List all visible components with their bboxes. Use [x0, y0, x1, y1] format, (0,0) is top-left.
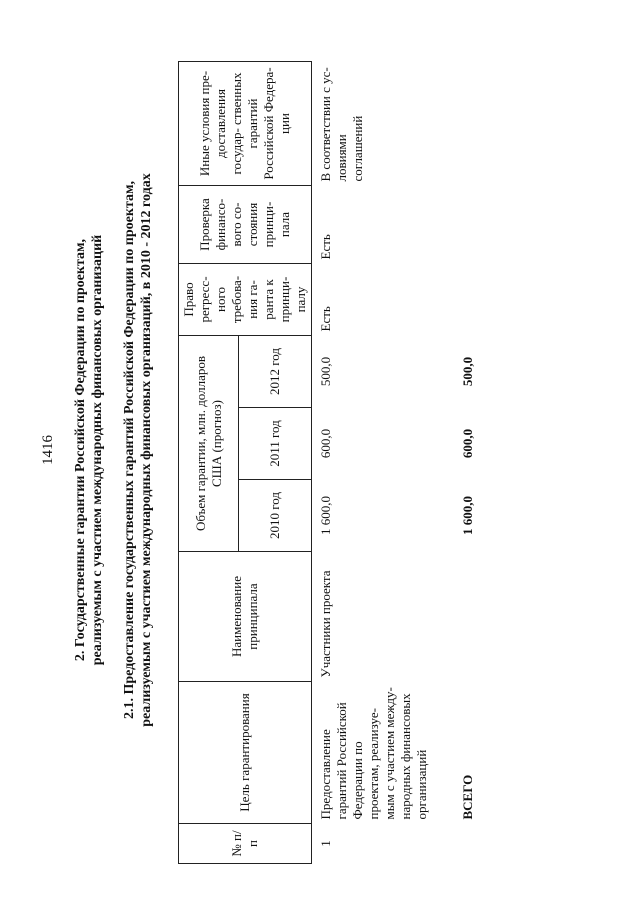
row-num: 1 — [318, 840, 333, 847]
subsection-heading-line-2: реализуемым с участием международных финансовых организаций, в 2010 - 2012 годах — [139, 173, 154, 727]
table-row — [312, 62, 435, 864]
header-volume: Объем гарантии, млн. долларов США (прогноз) — [179, 336, 239, 552]
row-value-2010: 1 600,0 — [318, 496, 333, 535]
total-value-2010: 1 600,0 — [460, 496, 475, 535]
header-year-2010: 2010 год — [239, 480, 312, 552]
total-value-2011: 600,0 — [460, 428, 475, 459]
guarantees-table — [178, 61, 480, 864]
header-year-2012: 2012 год — [239, 336, 312, 408]
row-other-conditions: В соответствии с ус- ловиями соглашений — [318, 67, 365, 182]
header-principal: Наименование принципала — [179, 552, 312, 682]
section-heading — [72, 0, 106, 900]
subsection-heading-line-1: 2.1. Предоставление государственных гарантий Российской Федерации по проектам, — [122, 180, 137, 720]
header-purpose: Цель гарантирования — [179, 682, 312, 824]
header-num: № п/п — [179, 824, 312, 864]
row-value-2011: 600,0 — [318, 428, 333, 459]
row-principal: Участники проекта — [318, 570, 333, 678]
row-recourse: Есть — [318, 306, 333, 332]
row-financial-check: Есть — [318, 234, 333, 260]
header-other-conditions: Иные условия пре- доставления государ- ственных гарантий Российской Федера- ции — [179, 62, 312, 186]
page-number: 1416 — [40, 435, 56, 465]
row-value-2012: 500,0 — [318, 356, 333, 387]
total-row — [434, 62, 480, 864]
header-row-1 — [179, 62, 239, 864]
header-recourse: Право регресс- ного требова- ния га- ранта к принци- палу — [179, 264, 312, 336]
section-heading-line-2: реализуемым с участием международных финансовых организаций — [90, 234, 105, 666]
header-financial-check: Проверка финансо- вого со- стояния принци- пала — [179, 186, 312, 264]
header-year-2011: 2011 год — [239, 408, 312, 480]
total-value-2012: 500,0 — [460, 356, 475, 387]
total-label: ВСЕГО — [460, 774, 475, 820]
section-heading-line-1: 2. Государственные гарантии Российской Федерации по проектам, — [73, 238, 88, 662]
subsection-heading — [121, 0, 155, 900]
row-purpose: Предоставление гарантий Российской Федерации по проектам, реализуе- мым с участием между- народных финансовых организаций — [318, 687, 429, 820]
